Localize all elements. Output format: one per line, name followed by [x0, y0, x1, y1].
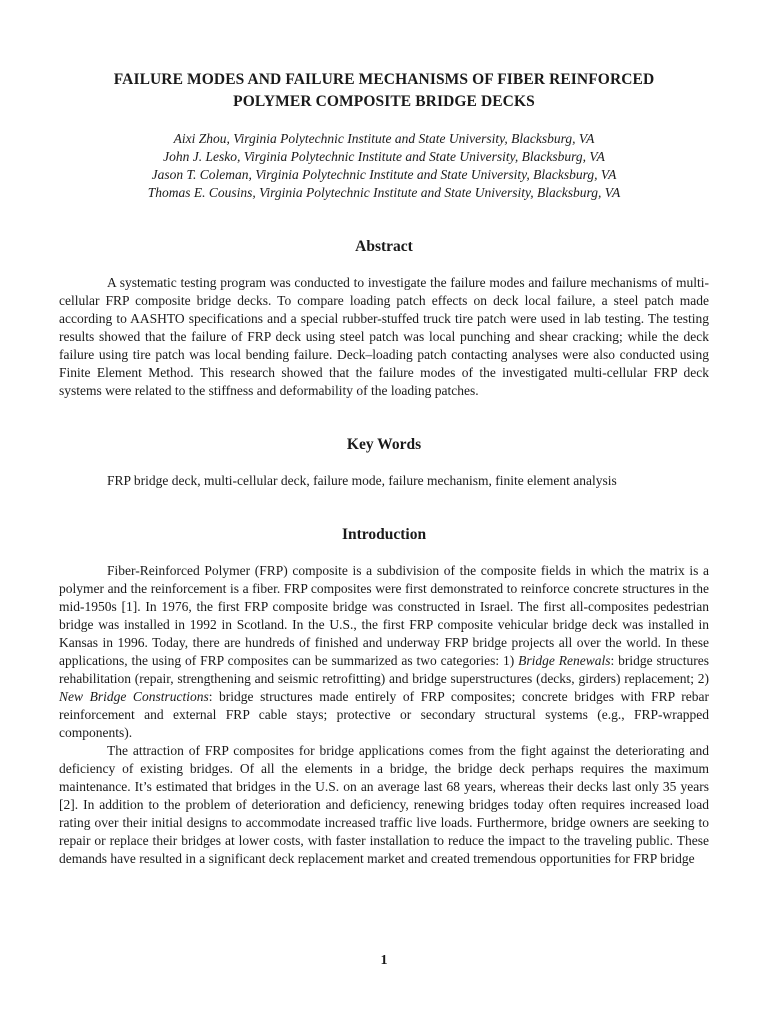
- author-line: John J. Lesko, Virginia Polytechnic Institute and State University, Blacksburg, VA: [163, 149, 605, 164]
- intro-text-segment: : bridge structures rehabilitation (repair, strengthening and seismic retrofitting) and bridge superstructures (decks, girders) replacement; 2): [59, 653, 709, 686]
- intro-emphasis-bridge-renewals: Bridge Renewals: [518, 653, 611, 668]
- introduction-paragraph-1: [59, 562, 709, 742]
- introduction-paragraph-2: The attraction of FRP composites for bridge applications comes from the fight against the deteriorating and deficiency of existing bridges. Of all the elements in a bridge, the bridge deck perhaps requires the maximum maintenance. It’s estimated that bridges in the U.S. on an average last 68 years, whereas their decks last only 35 years [2]. In addition to the problem of deterioration and deficiency, renewing bridges today often requires increased load rating over their initial designs to accommodate increased traffic live loads. Furthermore, bridge owners are seeking to repair or replace their bridges at lower costs, with faster installation to reduce the impact to the traveling public. These demands have resulted in a significant deck replacement market and created tremendous opportunities for FRP bridge: [59, 743, 709, 866]
- page-number: 1: [380, 953, 388, 968]
- author-line: Aixi Zhou, Virginia Polytechnic Institute and State University, Blacksburg, VA: [173, 131, 595, 146]
- intro-text-segment: Fiber-Reinforced Polymer (FRP) composite is a subdivision of the composite fields in which the matrix is a polymer and the reinforcement is a fiber. FRP composites were first demonstrated to reinforce concrete structures in the mid-1950s [1]. In 1976, the first FRP composite bridge was constructed in Israel. The first all-composites pedestrian bridge was installed in 1992 in Scotland. In the U.S., the first FRP composite vehicular bridge deck was installed in Kansas in 1996. Today, there are hundreds of finished and underway FRP bridge projects all over the world. In these applications, the using of FRP composites can be summarized as two categories: 1): [59, 563, 709, 668]
- abstract-text: A systematic testing program was conducted to investigate the failure modes and failure mechanisms of multi-cellular FRP composite bridge decks. To compare loading patch effects on deck local failure, a steel patch made according to AASHTO specifications and a special rubber-stuffed truck tire patch were used in lab testing. The testing results showed that the failure of FRP deck using steel patch was local punching and shear cracking; while the deck failure using tire patch was local bending failure. Deck–loading patch contacting analyses were also conducted using Finite Element Method. This research showed that the failure modes of the investigated multi-cellular FRP deck systems were related to the stiffness and deformability of the loading patches.: [59, 275, 709, 398]
- intro-text-segment: : bridge structures made entirely of FRP composites; concrete bridges with FRP rebar reinforcement and external FRP cable stays; protective or secondary structural systems (e.g., FRP-wrapped components).: [59, 689, 709, 740]
- keywords-text: FRP bridge deck, multi-cellular deck, failure mode, failure mechanism, finite element analysis: [107, 473, 617, 488]
- paper-title: [59, 0, 709, 113]
- keywords-heading: Key Words: [346, 436, 422, 453]
- introduction-heading: Introduction: [341, 526, 427, 543]
- intro-emphasis-new-constructions: New Bridge Constructions: [59, 689, 209, 704]
- abstract-heading: Abstract: [355, 238, 413, 255]
- title-line-1: FAILURE MODES AND FAILURE MECHANISMS OF FIBER REINFORCED: [113, 71, 655, 88]
- author-list: [59, 130, 709, 202]
- author-line: Thomas E. Cousins, Virginia Polytechnic Institute and State University, Blacksburg, VA: [147, 185, 621, 200]
- author-line: Jason T. Coleman, Virginia Polytechnic Institute and State University, Blacksburg, VA: [151, 167, 617, 182]
- title-line-2: POLYMER COMPOSITE BRIDGE DECKS: [233, 93, 535, 110]
